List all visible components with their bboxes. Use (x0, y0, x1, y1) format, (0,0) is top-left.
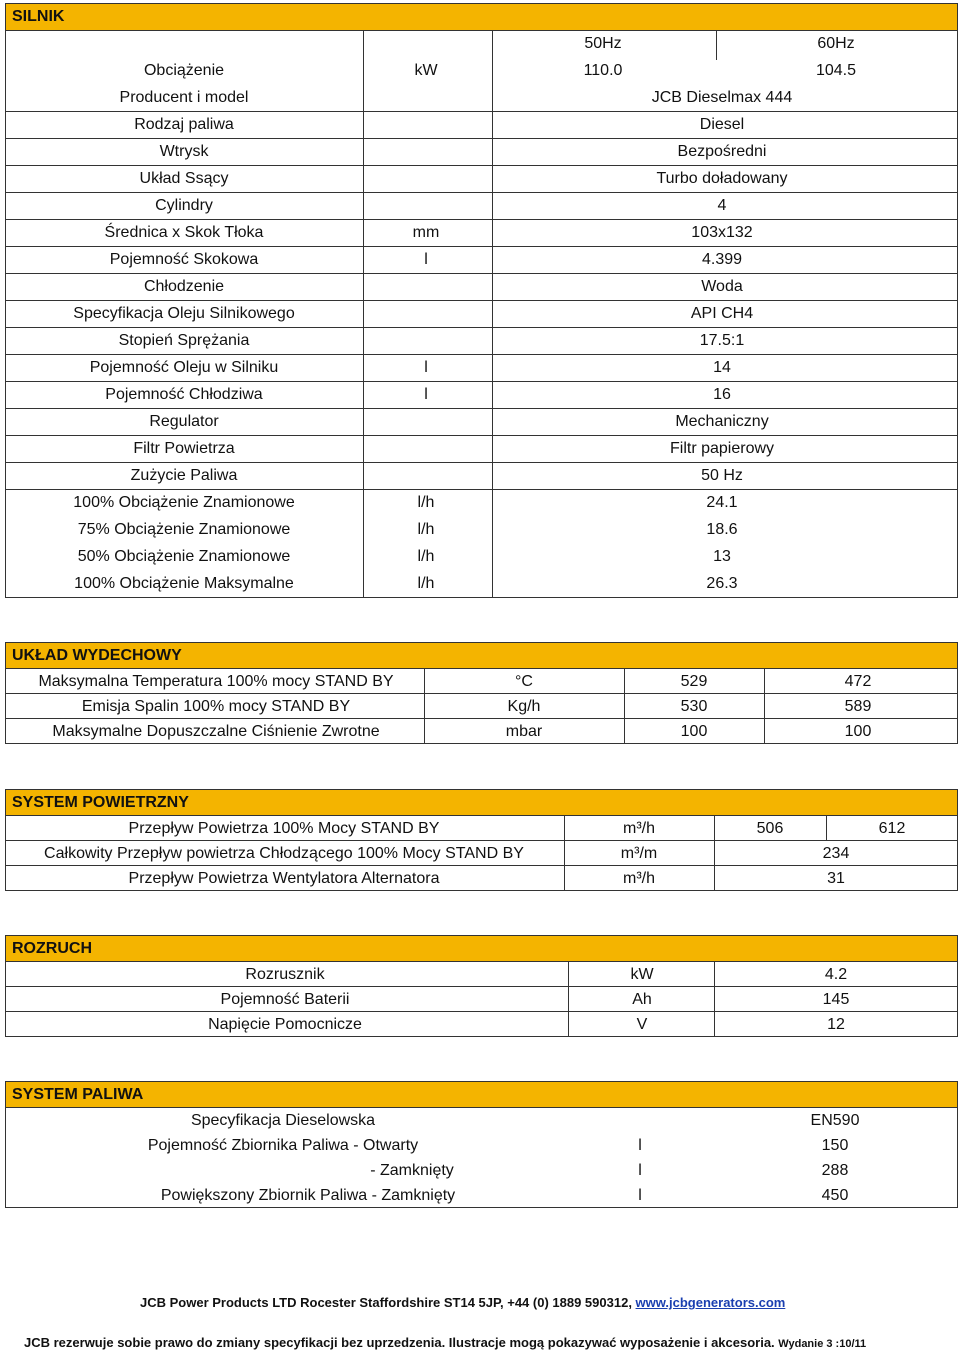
engine-row-divider (5, 462, 958, 463)
engine-row-divider (5, 246, 958, 247)
engine-row-unit: l (424, 359, 428, 376)
footer-company-line (140, 1295, 785, 1310)
engine-row-divider (5, 138, 958, 139)
fuel-section-header (5, 1081, 958, 1108)
start-table (5, 961, 958, 1037)
engine-col-divider (363, 30, 364, 598)
start-row-unit: kW (630, 966, 654, 983)
start-col-divider (714, 961, 715, 1037)
engine-row-label: Pojemność Chłodziwa (105, 386, 263, 403)
engine-row-divider (5, 273, 958, 274)
start-row-label: Napięcie Pomocnicze (208, 1016, 362, 1033)
engine-row-value: 17.5:1 (699, 332, 745, 349)
air-row-value: 31 (827, 870, 845, 887)
engine-row-label: Zużycie Paliwa (130, 467, 238, 484)
air-col-divider (564, 815, 565, 891)
exhaust-row-label: Emisja Spalin 100% mocy STAND BY (81, 698, 351, 715)
engine-row-label: Chłodzenie (143, 278, 225, 295)
engine-row-divider (5, 111, 958, 112)
exhaust-section-header (5, 642, 958, 669)
fuel-title: SYSTEM PALIWA (12, 1085, 144, 1103)
engine-row-label: Cylindry (155, 197, 213, 214)
engine-row-label: Pojemność Skokowa (109, 251, 259, 268)
start-row-label: Rozrusznik (245, 966, 325, 983)
exhaust-row-unit: mbar (505, 723, 543, 740)
engine-row-unit: mm (412, 224, 440, 241)
exhaust-row-value-50hz: 529 (680, 673, 708, 690)
air-row-label: Całkowity Przepływ powietrza Chłodzącego 100% Mocy STAND BY (44, 845, 524, 862)
engine-col-divider (716, 30, 717, 60)
engine-row-divider (5, 408, 958, 409)
air-row-label: Przepływ Powietrza 100% Mocy STAND BY (128, 820, 440, 837)
air-col-divider (714, 815, 715, 891)
air-title: SYSTEM POWIETRZNY (12, 793, 189, 811)
fuel-row-value: 450 (821, 1187, 849, 1204)
engine-row-value: 18.6 (706, 521, 738, 538)
air-row-divider (5, 865, 958, 866)
exhaust-title: UKŁAD WYDECHOWY (12, 646, 182, 664)
fuel-row-value: 288 (821, 1162, 849, 1179)
engine-row-label: Stopień Sprężania (118, 332, 250, 349)
engine-row-value: 24.1 (706, 494, 738, 511)
exhaust-row-value-60hz: 589 (844, 698, 872, 715)
engine-row-value: Turbo doładowany (656, 170, 788, 187)
engine-row-unit: l (424, 251, 428, 268)
engine-section-header (5, 3, 958, 31)
fuel-row-unit: l (638, 1187, 642, 1204)
engine-row-value: Bezpośredni (677, 143, 767, 160)
exhaust-row-value-60hz: 472 (844, 673, 872, 690)
engine-row-label: Producent i model (119, 89, 249, 106)
start-row-value: 145 (822, 991, 850, 1008)
exhaust-row-divider (5, 693, 958, 694)
exhaust-row-unit: Kg/h (507, 698, 541, 715)
engine-row-value: 50 Hz (701, 467, 743, 484)
engine-row-divider (5, 165, 958, 166)
air-row-label: Przepływ Powietrza Wentylatora Alternatora (128, 870, 440, 887)
engine-row-value: Filtr papierowy (669, 440, 775, 457)
air-row-unit: m³/h (623, 820, 655, 837)
engine-row-label: 100% Obciążenie Znamionowe (73, 494, 295, 511)
engine-row-value-60hz: 104.5 (815, 62, 857, 79)
freq-60hz: 60Hz (817, 35, 855, 52)
fuel-row-label: Pojemność Zbiornika Paliwa - Otwarty (147, 1137, 419, 1154)
exhaust-row-label: Maksymalna Temperatura 100% mocy STAND BY (38, 673, 394, 690)
exhaust-row-value-50hz: 100 (680, 723, 708, 740)
air-col-divider (826, 815, 827, 840)
engine-row-label: Wtrysk (159, 143, 209, 160)
freq-50hz: 50Hz (584, 35, 622, 52)
engine-row-divider (5, 354, 958, 355)
air-row-value-50hz: 506 (756, 820, 784, 837)
footer-company: JCB Power Products LTD Rocester Staffordshire ST14 5JP, +44 (0) 1889 590312, (140, 1295, 636, 1310)
engine-row-divider (5, 489, 958, 490)
footer-disclaimer: JCB rezerwuje sobie prawo do zmiany specyfikacji bez uprzedzenia. Ilustracje mogą pokazywać wyposażenie i akcesoria. (24, 1335, 775, 1350)
engine-row-value: 16 (713, 386, 731, 403)
air-row-unit: m³/m (620, 845, 658, 862)
fuel-row-label: Powiększony Zbiornik Paliwa - Zamknięty (160, 1187, 456, 1204)
engine-row-unit: l/h (417, 575, 435, 592)
engine-row-divider (5, 300, 958, 301)
fuel-row-unit: l (638, 1137, 642, 1154)
air-section-header (5, 789, 958, 816)
engine-row-value: 4 (717, 197, 727, 214)
fuel-row-value: EN590 (810, 1112, 860, 1129)
engine-row-unit: l/h (417, 494, 435, 511)
engine-row-unit: l/h (417, 521, 435, 538)
start-row-label: Pojemność Baterii (220, 991, 350, 1008)
engine-row-label: Rodzaj paliwa (134, 116, 234, 133)
air-row-unit: m³/h (623, 870, 655, 887)
footer-disclaimer-line (24, 1335, 866, 1350)
engine-row-value: Woda (701, 278, 743, 295)
air-row-value-60hz: 612 (878, 820, 906, 837)
engine-row-label: Filtr Powietrza (133, 440, 235, 457)
exhaust-row-unit: °C (515, 673, 533, 690)
engine-row-unit: kW (414, 62, 438, 79)
exhaust-row-label: Maksymalne Dopuszczalne Ciśnienie Zwrotne (52, 723, 380, 740)
engine-row-label: 75% Obciążenie Znamionowe (77, 521, 291, 538)
exhaust-row-divider (5, 718, 958, 719)
exhaust-col-divider (424, 668, 425, 744)
start-col-divider (568, 961, 569, 1037)
air-row-divider (5, 840, 958, 841)
engine-row-value: Mechaniczny (675, 413, 769, 430)
engine-row-label: 100% Obciążenie Maksymalne (74, 575, 294, 592)
start-row-value: 4.2 (824, 966, 848, 983)
engine-row-label: 50% Obciążenie Znamionowe (77, 548, 291, 565)
engine-row-label: Obciążenie (143, 62, 225, 79)
start-row-divider (5, 1011, 958, 1012)
exhaust-row-value-50hz: 530 (680, 698, 708, 715)
footer-edition: Wydanie 3 :10/11 (778, 1338, 867, 1350)
fuel-row-value: 150 (821, 1137, 849, 1154)
engine-row-value: JCB Dieselmax 444 (651, 89, 793, 106)
start-row-unit: V (636, 1016, 648, 1033)
start-row-value: 12 (827, 1016, 845, 1033)
start-row-divider (5, 986, 958, 987)
engine-row-value: 14 (713, 359, 731, 376)
start-section-header (5, 935, 958, 962)
engine-row-label: Pojemność Oleju w Silniku (89, 359, 279, 376)
engine-row-unit: l (424, 386, 428, 403)
engine-row-divider (5, 381, 958, 382)
engine-row-value: Diesel (699, 116, 745, 133)
air-row-value: 234 (822, 845, 850, 862)
exhaust-col-divider (624, 668, 625, 744)
engine-row-value-50hz: 110.0 (583, 62, 623, 79)
footer-website-link[interactable]: www.jcbgenerators.com (635, 1295, 786, 1310)
engine-row-label: Średnica x Skok Tłoka (104, 224, 264, 241)
engine-row-value: 103x132 (691, 224, 753, 241)
engine-title: SILNIK (12, 8, 65, 25)
engine-row-divider (5, 219, 958, 220)
engine-row-value: 4.399 (701, 251, 743, 268)
exhaust-col-divider (764, 668, 765, 744)
engine-row-divider (5, 192, 958, 193)
engine-row-divider (5, 435, 958, 436)
fuel-row-unit: l (638, 1162, 642, 1179)
engine-col-divider (492, 30, 493, 598)
engine-row-unit: l/h (417, 548, 435, 565)
engine-row-label: Specyfikacja Oleju Silnikowego (73, 305, 295, 322)
engine-row-value: API CH4 (690, 305, 754, 322)
engine-row-value: 13 (713, 548, 731, 565)
engine-row-label: Układ Ssący (139, 170, 229, 187)
engine-row-divider (5, 327, 958, 328)
fuel-row-label: Specyfikacja Dieselowska (190, 1112, 376, 1129)
fuel-row-label: - Zamknięty (370, 1162, 454, 1179)
engine-row-label: Regulator (149, 413, 219, 430)
start-title: ROZRUCH (12, 939, 92, 957)
exhaust-row-value-60hz: 100 (844, 723, 872, 740)
start-row-unit: Ah (632, 991, 652, 1008)
engine-row-value: 26.3 (706, 575, 738, 592)
